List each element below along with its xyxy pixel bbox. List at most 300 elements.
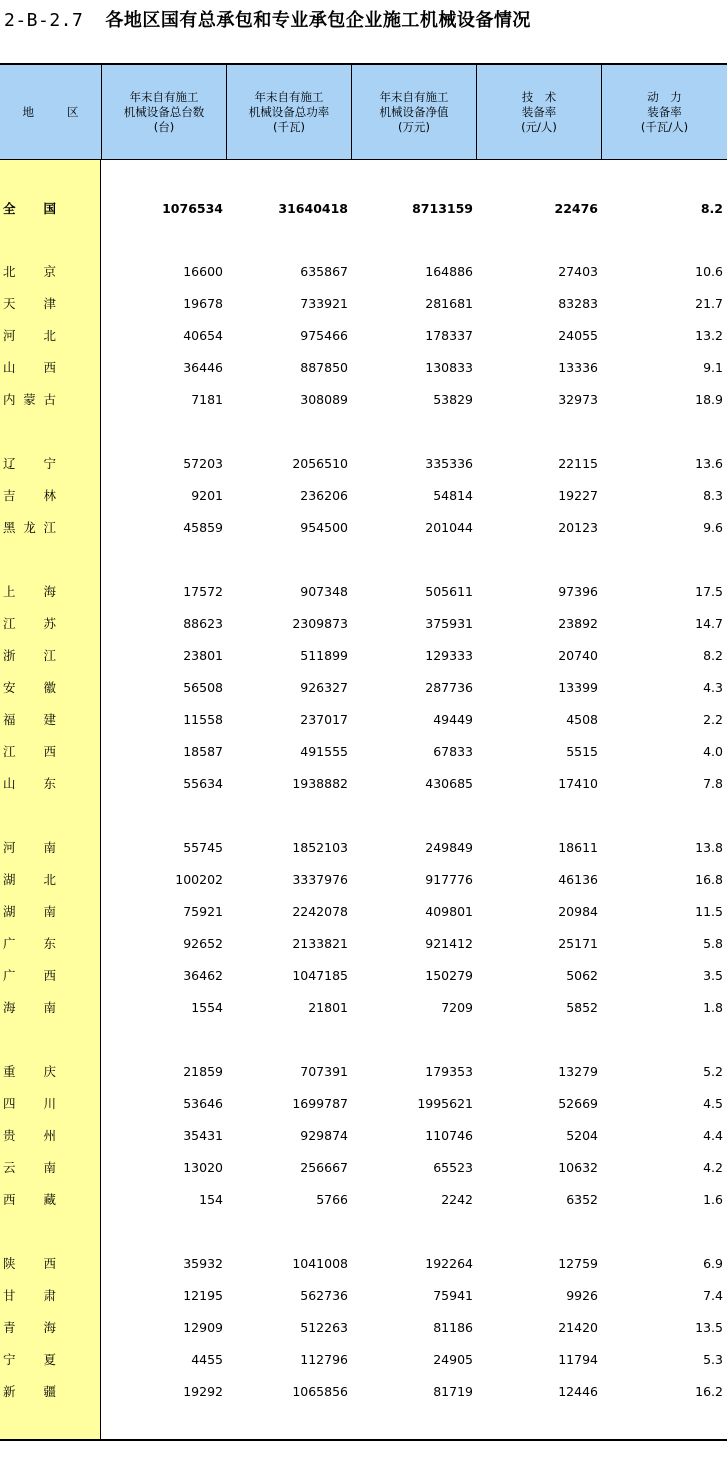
- region-name: [3, 998, 56, 1018]
- header-dyn: [601, 65, 727, 160]
- cell-dyn: 9.1: [703, 360, 723, 375]
- cell-count: 18587: [183, 744, 223, 759]
- cell-tech: 13279: [558, 1064, 598, 1079]
- region-name: [3, 1286, 56, 1306]
- cell-power: 112796: [300, 1352, 348, 1367]
- region-char: 陕: [3, 1256, 16, 1271]
- cell-count: 4455: [191, 1352, 223, 1367]
- cell-count: 1076534: [162, 201, 223, 216]
- cell-dyn: 7.4: [703, 1288, 723, 1303]
- header-region-char: 地: [22, 105, 34, 119]
- cell-count: 1554: [191, 1000, 223, 1015]
- cell-dyn: 13.8: [695, 840, 723, 855]
- cell-count: 88623: [183, 616, 223, 631]
- region-char: 东: [43, 936, 56, 951]
- region-char: 西: [3, 1192, 16, 1207]
- region-name: [3, 966, 56, 986]
- cell-tech: 20984: [558, 904, 598, 919]
- cell-count: 75921: [183, 904, 223, 919]
- region-char: 古: [43, 392, 56, 407]
- cell-value: 81719: [433, 1384, 473, 1399]
- cell-tech: 13399: [558, 680, 598, 695]
- cell-count: 57203: [183, 456, 223, 471]
- cell-tech: 19227: [558, 488, 598, 503]
- header-line: 技 术: [521, 90, 557, 104]
- table-row: [0, 1190, 727, 1210]
- cell-power: 236206: [300, 488, 348, 503]
- table-code: 2-B-2.7: [4, 10, 84, 31]
- cell-tech: 4508: [566, 712, 598, 727]
- region-char: 黑: [3, 520, 16, 535]
- cell-dyn: 6.9: [703, 1256, 723, 1271]
- cell-value: 53829: [433, 392, 473, 407]
- cell-power: 511899: [300, 648, 348, 663]
- cell-tech: 9926: [566, 1288, 598, 1303]
- cell-count: 53646: [183, 1096, 223, 1111]
- region-name: [3, 582, 56, 602]
- cell-tech: 5062: [566, 968, 598, 983]
- header-line: 年末自有施工: [129, 90, 199, 104]
- cell-count: 21859: [183, 1064, 223, 1079]
- table-row: [0, 1286, 727, 1306]
- region-char: 徽: [43, 680, 56, 695]
- region-char: 重: [3, 1064, 16, 1079]
- cell-count: 100202: [175, 872, 223, 887]
- region-name: [3, 1190, 56, 1210]
- region-name: [3, 838, 56, 858]
- cell-value: 201044: [425, 520, 473, 535]
- cell-value: 150279: [425, 968, 473, 983]
- table-row: [0, 518, 727, 538]
- table-row: [0, 1126, 727, 1146]
- region-name: [3, 518, 56, 538]
- cell-dyn: 18.9: [695, 392, 723, 407]
- cell-dyn: 10.6: [695, 264, 723, 279]
- cell-count: 36462: [183, 968, 223, 983]
- cell-tech: 12759: [558, 1256, 598, 1271]
- region-char: 辽: [3, 456, 16, 471]
- cell-dyn: 5.8: [703, 936, 723, 951]
- cell-count: 7181: [191, 392, 223, 407]
- cell-tech: 83283: [558, 296, 598, 311]
- table-row: [0, 678, 727, 698]
- header-count: [101, 65, 226, 160]
- header-line: (台): [153, 120, 175, 134]
- cell-power: 707391: [300, 1064, 348, 1079]
- cell-tech: 11794: [558, 1352, 598, 1367]
- table-row: [0, 1254, 727, 1274]
- region-name: [3, 486, 56, 506]
- cell-count: 92652: [183, 936, 223, 951]
- region-name: [3, 742, 56, 762]
- region-char: 四: [3, 1096, 16, 1111]
- region-char: 青: [3, 1320, 16, 1335]
- table-row: [0, 710, 727, 730]
- region-char: 国: [43, 201, 56, 216]
- table-row: [0, 774, 727, 794]
- cell-dyn: 8.2: [703, 648, 723, 663]
- cell-count: 9201: [191, 488, 223, 503]
- region-char: 河: [3, 840, 16, 855]
- table-title: 各地区国有总承包和专业承包企业施工机械设备情况: [105, 10, 531, 31]
- region-char: 海: [43, 584, 56, 599]
- cell-power: 2133821: [292, 936, 348, 951]
- cell-dyn: 8.3: [703, 488, 723, 503]
- region-char: 疆: [43, 1384, 56, 1399]
- cell-value: 375931: [425, 616, 473, 631]
- cell-count: 36446: [183, 360, 223, 375]
- cell-count: 12909: [183, 1320, 223, 1335]
- cell-tech: 32973: [558, 392, 598, 407]
- cell-dyn: 4.4: [703, 1128, 723, 1143]
- cell-power: 635867: [300, 264, 348, 279]
- header-line: 装备率: [647, 105, 682, 119]
- region-name: [3, 774, 56, 794]
- cell-value: 505611: [425, 584, 473, 599]
- table-row: [0, 326, 727, 346]
- cell-count: 35431: [183, 1128, 223, 1143]
- cell-tech: 13336: [558, 360, 598, 375]
- header-region: [0, 65, 101, 160]
- cell-value: 2242: [441, 1192, 473, 1207]
- cell-power: 2056510: [292, 456, 348, 471]
- header-region-char: 区: [67, 105, 79, 119]
- region-name: [3, 902, 56, 922]
- cell-count: 13020: [183, 1160, 223, 1175]
- cell-power: 512263: [300, 1320, 348, 1335]
- region-char: 江: [43, 520, 56, 535]
- region-name: [3, 1126, 56, 1146]
- region-char: 林: [43, 488, 56, 503]
- region-char: 夏: [43, 1352, 56, 1367]
- cell-tech: 20740: [558, 648, 598, 663]
- region-char: 宁: [43, 456, 56, 471]
- cell-tech: 46136: [558, 872, 598, 887]
- cell-count: 19678: [183, 296, 223, 311]
- region-char: 海: [43, 1320, 56, 1335]
- cell-count: 45859: [183, 520, 223, 535]
- table-row: [0, 838, 727, 858]
- cell-tech: 12446: [558, 1384, 598, 1399]
- region-name: [3, 870, 56, 890]
- cell-power: 562736: [300, 1288, 348, 1303]
- cell-value: 281681: [425, 296, 473, 311]
- cell-power: 237017: [300, 712, 348, 727]
- cell-dyn: 17.5: [695, 584, 723, 599]
- region-column: [0, 160, 101, 1439]
- header-power: [226, 65, 351, 160]
- cell-count: 11558: [183, 712, 223, 727]
- table-row: [0, 870, 727, 890]
- region-char: 西: [43, 1256, 56, 1271]
- cell-value: 921412: [425, 936, 473, 951]
- cell-value: 75941: [433, 1288, 473, 1303]
- table-row: [0, 1158, 727, 1178]
- header-line: 年末自有施工: [254, 90, 324, 104]
- header-line: (元/人): [521, 120, 557, 134]
- cell-value: 917776: [425, 872, 473, 887]
- cell-count: 12195: [183, 1288, 223, 1303]
- region-name: [3, 1318, 56, 1338]
- cell-value: 129333: [425, 648, 473, 663]
- header-line: 动 力: [647, 90, 682, 104]
- cell-dyn: 13.6: [695, 456, 723, 471]
- region-char: 甘: [3, 1288, 16, 1303]
- region-char: 西: [43, 968, 56, 983]
- cell-value: 7209: [441, 1000, 473, 1015]
- region-char: 宁: [3, 1352, 16, 1367]
- table-header: [0, 63, 727, 160]
- region-char: 内: [3, 392, 16, 407]
- table-row: [0, 582, 727, 602]
- cell-value: 81186: [433, 1320, 473, 1335]
- cell-power: 733921: [300, 296, 348, 311]
- cell-value: 409801: [425, 904, 473, 919]
- header-line: 机械设备总功率: [248, 105, 330, 119]
- cell-power: 491555: [300, 744, 348, 759]
- region-char: 新: [3, 1384, 16, 1399]
- cell-count: 17572: [183, 584, 223, 599]
- region-name: [3, 294, 56, 314]
- cell-dyn: 1.8: [703, 1000, 723, 1015]
- region-char: 江: [43, 648, 56, 663]
- cell-value: 178337: [425, 328, 473, 343]
- cell-value: 335336: [425, 456, 473, 471]
- cell-count: 154: [199, 1192, 223, 1207]
- cell-value: 24905: [433, 1352, 473, 1367]
- region-char: 天: [3, 296, 16, 311]
- cell-value: 65523: [433, 1160, 473, 1175]
- region-name: [3, 934, 56, 954]
- cell-power: 1938882: [292, 776, 348, 791]
- cell-value: 430685: [425, 776, 473, 791]
- region-name: [3, 1382, 56, 1402]
- cell-power: 1041008: [292, 1256, 348, 1271]
- table-row: [0, 902, 727, 922]
- cell-tech: 18611: [558, 840, 598, 855]
- cell-tech: 22115: [558, 456, 598, 471]
- header-value: [351, 65, 476, 160]
- cell-dyn: 16.8: [695, 872, 723, 887]
- region-char: 津: [43, 296, 56, 311]
- region-char: 藏: [43, 1192, 56, 1207]
- region-name: [3, 199, 56, 219]
- cell-count: 19292: [183, 1384, 223, 1399]
- cell-power: 887850: [300, 360, 348, 375]
- header-line: 机械设备总台数: [123, 105, 205, 119]
- table-row: [0, 1062, 727, 1082]
- cell-tech: 52669: [558, 1096, 598, 1111]
- cell-dyn: 4.5: [703, 1096, 723, 1111]
- cell-count: 55634: [183, 776, 223, 791]
- region-char: 东: [43, 776, 56, 791]
- cell-power: 5766: [316, 1192, 348, 1207]
- header-line: 年末自有施工: [379, 90, 449, 104]
- cell-tech: 5204: [566, 1128, 598, 1143]
- table-row: [0, 486, 727, 506]
- region-name: [3, 678, 56, 698]
- table-row: [0, 966, 727, 986]
- region-char: 上: [3, 584, 16, 599]
- region-name: [3, 710, 56, 730]
- cell-value: 67833: [433, 744, 473, 759]
- cell-tech: 21420: [558, 1320, 598, 1335]
- cell-dyn: 4.3: [703, 680, 723, 695]
- region-char: 庆: [43, 1064, 56, 1079]
- region-name: [3, 262, 56, 282]
- region-char: 西: [43, 360, 56, 375]
- region-char: 南: [43, 904, 56, 919]
- cell-power: 1699787: [292, 1096, 348, 1111]
- cell-count: 35932: [183, 1256, 223, 1271]
- cell-power: 31640418: [278, 201, 348, 216]
- cell-dyn: 21.7: [695, 296, 723, 311]
- cell-dyn: 16.2: [695, 1384, 723, 1399]
- cell-power: 3337976: [292, 872, 348, 887]
- region-char: 肃: [43, 1288, 56, 1303]
- region-char: 京: [43, 264, 56, 279]
- cell-tech: 25171: [558, 936, 598, 951]
- cell-count: 40654: [183, 328, 223, 343]
- page-title: [4, 6, 531, 32]
- table-row: [0, 390, 727, 410]
- region-char: 江: [3, 744, 16, 759]
- region-char: 贵: [3, 1128, 16, 1143]
- cell-dyn: 2.2: [703, 712, 723, 727]
- region-name: [3, 1158, 56, 1178]
- cell-power: 929874: [300, 1128, 348, 1143]
- cell-power: 1047185: [292, 968, 348, 983]
- region-name: [3, 1254, 56, 1274]
- cell-tech: 10632: [558, 1160, 598, 1175]
- region-char: 广: [3, 936, 16, 951]
- cell-count: 56508: [183, 680, 223, 695]
- region-name: [3, 1094, 56, 1114]
- cell-power: 1065856: [292, 1384, 348, 1399]
- table-row: [0, 454, 727, 474]
- region-char: 龙: [23, 520, 36, 535]
- cell-tech: 22476: [554, 201, 598, 216]
- region-char: 云: [3, 1160, 16, 1175]
- cell-value: 249849: [425, 840, 473, 855]
- table-row: [0, 1382, 727, 1402]
- cell-tech: 17410: [558, 776, 598, 791]
- region-name: [3, 614, 56, 634]
- region-char: 北: [3, 264, 16, 279]
- cell-power: 954500: [300, 520, 348, 535]
- table-row: [0, 294, 727, 314]
- region-name: [3, 1350, 56, 1370]
- table-row: [0, 262, 727, 282]
- region-name: [3, 1062, 56, 1082]
- cell-count: 55745: [183, 840, 223, 855]
- region-char: 湖: [3, 872, 16, 887]
- table-row: [0, 742, 727, 762]
- table-row: [0, 1094, 727, 1114]
- table-row-total: [0, 199, 727, 219]
- header-line: (万元): [398, 120, 430, 134]
- table-row: [0, 998, 727, 1018]
- table-row: [0, 1318, 727, 1338]
- table-row: [0, 614, 727, 634]
- cell-tech: 6352: [566, 1192, 598, 1207]
- cell-power: 21801: [308, 1000, 348, 1015]
- cell-dyn: 3.5: [703, 968, 723, 983]
- cell-dyn: 5.2: [703, 1064, 723, 1079]
- header-line: 机械设备净值: [379, 105, 449, 119]
- cell-count: 16600: [183, 264, 223, 279]
- cell-dyn: 8.2: [700, 201, 723, 216]
- region-char: 北: [43, 328, 56, 343]
- cell-value: 179353: [425, 1064, 473, 1079]
- region-char: 湖: [3, 904, 16, 919]
- cell-power: 2242078: [292, 904, 348, 919]
- region-char: 安: [3, 680, 16, 695]
- header-tech: [476, 65, 601, 160]
- cell-tech: 27403: [558, 264, 598, 279]
- region-char: 全: [3, 201, 16, 216]
- cell-power: 308089: [300, 392, 348, 407]
- region-char: 西: [43, 744, 56, 759]
- data-table: [0, 63, 727, 1440]
- region-char: 山: [3, 360, 16, 375]
- cell-value: 192264: [425, 1256, 473, 1271]
- cell-dyn: 7.8: [703, 776, 723, 791]
- cell-dyn: 5.3: [703, 1352, 723, 1367]
- region-char: 海: [3, 1000, 16, 1015]
- cell-dyn: 9.6: [703, 520, 723, 535]
- cell-power: 907348: [300, 584, 348, 599]
- cell-dyn: 13.5: [695, 1320, 723, 1335]
- cell-value: 110746: [425, 1128, 473, 1143]
- cell-dyn: 1.6: [703, 1192, 723, 1207]
- region-char: 南: [43, 1160, 56, 1175]
- region-name: [3, 326, 56, 346]
- region-char: 南: [43, 840, 56, 855]
- table-row: [0, 358, 727, 378]
- cell-value: 130833: [425, 360, 473, 375]
- cell-dyn: 4.0: [703, 744, 723, 759]
- cell-value: 54814: [433, 488, 473, 503]
- region-char: 广: [3, 968, 16, 983]
- cell-value: 164886: [425, 264, 473, 279]
- cell-power: 1852103: [292, 840, 348, 855]
- region-char: 州: [43, 1128, 56, 1143]
- table-row: [0, 646, 727, 666]
- region-char: 江: [3, 616, 16, 631]
- header-line: (千瓦/人): [640, 120, 689, 134]
- cell-value: 49449: [433, 712, 473, 727]
- cell-value: 8713159: [412, 201, 473, 216]
- cell-tech: 20123: [558, 520, 598, 535]
- region-char: 苏: [43, 616, 56, 631]
- cell-tech: 5515: [566, 744, 598, 759]
- cell-tech: 23892: [558, 616, 598, 631]
- header-line: (千瓦): [273, 120, 305, 134]
- table-row: [0, 1350, 727, 1370]
- region-name: [3, 358, 56, 378]
- cell-value: 287736: [425, 680, 473, 695]
- region-char: 河: [3, 328, 16, 343]
- region-char: 福: [3, 712, 16, 727]
- cell-power: 975466: [300, 328, 348, 343]
- region-char: 吉: [3, 488, 16, 503]
- region-name: [3, 454, 56, 474]
- region-char: 蒙: [23, 392, 36, 407]
- region-char: 建: [43, 712, 56, 727]
- region-name: [3, 390, 56, 410]
- cell-power: 256667: [300, 1160, 348, 1175]
